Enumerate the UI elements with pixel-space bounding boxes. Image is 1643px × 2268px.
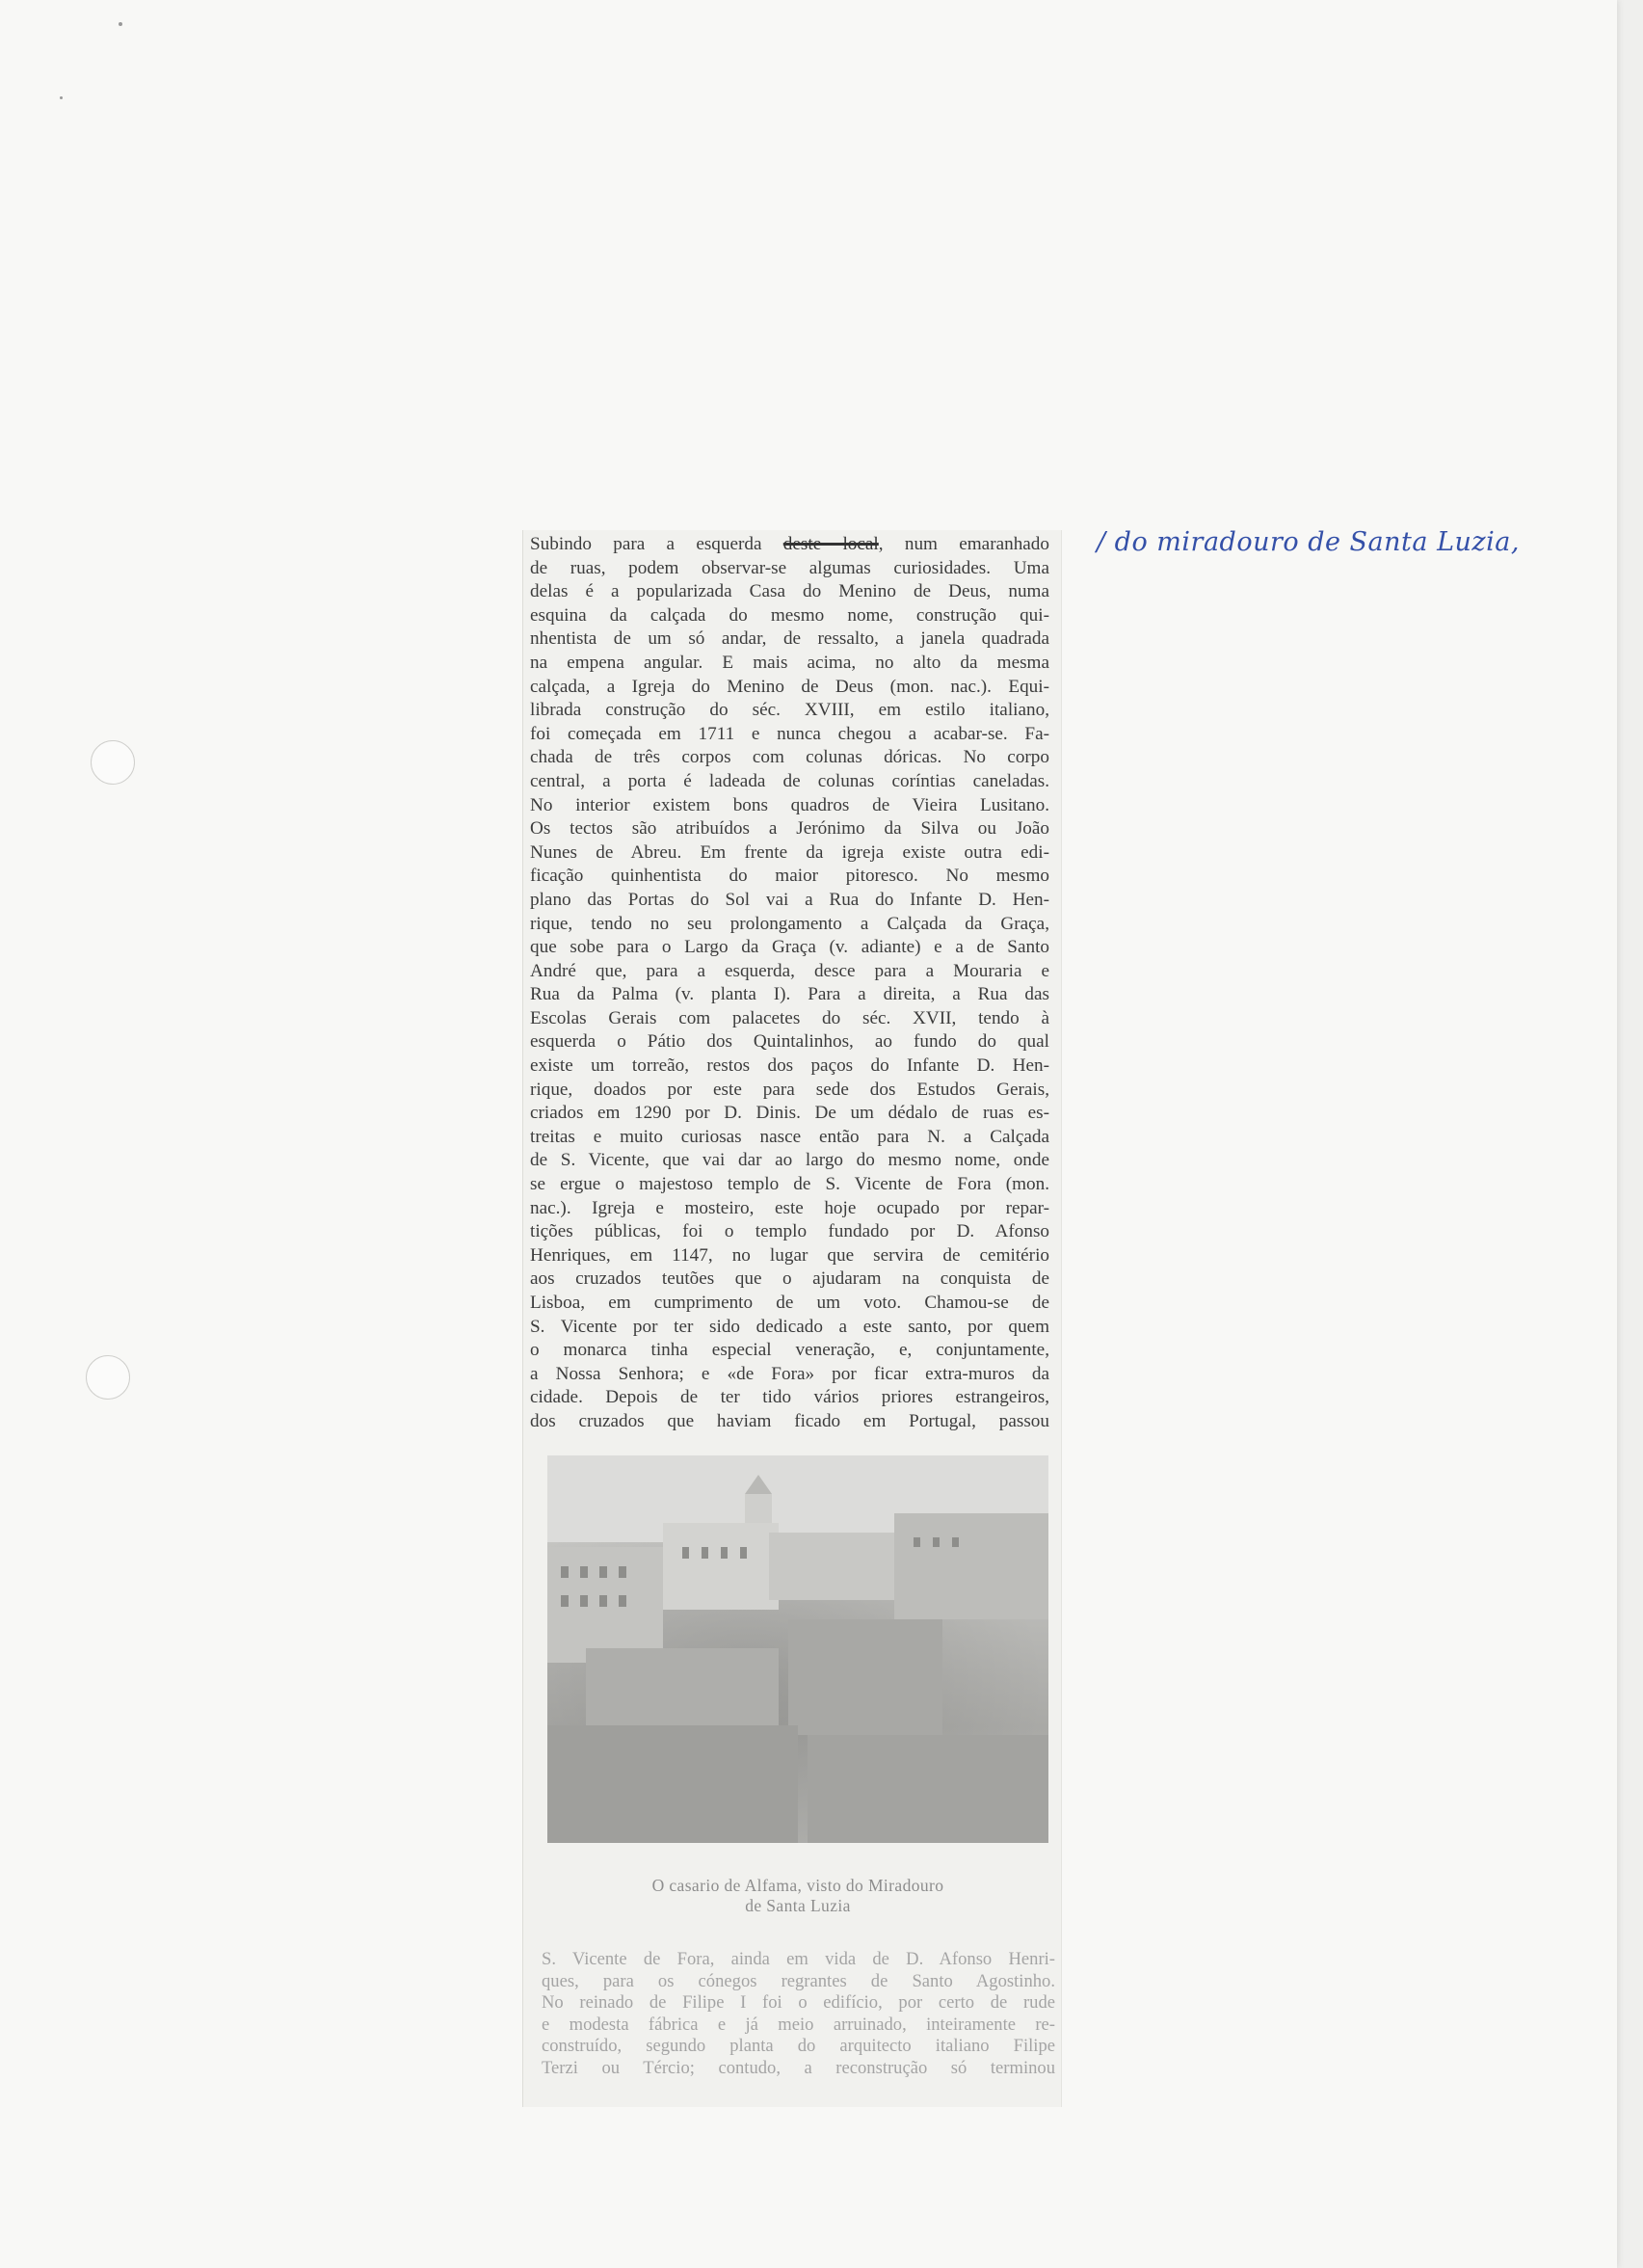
photo-alfama [547,1455,1048,1843]
article-line: S. Vicente por ter sido dedicado a este santo, por quem [530,1316,1049,1337]
article-text-continued [542,1949,1055,2080]
article-line: e modesta fábrica e já meio arruinado, inteiramente re- [542,2014,1055,2035]
article-line: aos cruzados teutões que o ajudaram na conquista de [530,1268,1049,1290]
article-line: No interior existem bons quadros de Vieira Lusitano. [530,794,1049,815]
article-line: delas é a popularizada Casa do Menino de Deus, numa [530,581,1049,602]
article-line: ques, para os cónegos regrantes de Santo Agostinho. [542,1970,1055,1991]
article-line: criados em 1290 por D. Dinis. De um dédalo de ruas es- [530,1103,1049,1124]
article-line: existe um torreão, restos dos paços do Infante D. Hen- [530,1055,1049,1077]
article-line: No reinado de Filipe I foi o edifício, por certo de rude [542,1992,1055,2014]
article-line: foi começada em 1711 e nunca chegou a acabar-se. Fa- [530,723,1049,744]
article-line: André que, para a esquerda, desce para a Mouraria e [530,960,1049,981]
article-line: o monarca tinha especial veneração, e, conjuntamente, [530,1340,1049,1361]
article-line: Lisboa, em cumprimento de um voto. Chamou-se de [530,1293,1049,1313]
caption-line: de Santa Luzia [745,1896,851,1915]
article-line: a Nossa Senhora; e «de Fora» por ficar extra-muros da [530,1363,1049,1384]
article-line: nac.). Igreja e mosteiro, este hoje ocupado por repar- [530,1197,1049,1218]
article-line: plano das Portas do Sol vai a Rua do Infante D. Hen- [530,889,1049,910]
article-line: na empena angular. E mais acima, no alto da mesma [530,652,1049,673]
article-line: calçada, a Igreja do Menino de Deus (mon. nac.). Equi- [530,676,1049,697]
article-line: librada construção do séc. XVIII, em estilo italiano, [530,700,1049,721]
article-line: Nunes de Abreu. Em frente da igreja existe outra edi- [530,841,1049,863]
article-line: esquina da calçada do mesmo nome, construção qui- [530,604,1049,626]
article-text [530,533,1049,1434]
paper-speck [60,96,63,99]
article-line: Henriques, em 1147, no lugar que servira de cemitério [530,1244,1049,1266]
article-line: esquerda o Pátio dos Quintalinhos, ao fundo do qual [530,1031,1049,1053]
paper-speck [119,22,122,26]
article-line: de S. Vicente, que vai dar ao largo do mesmo nome, onde [530,1150,1049,1171]
article-line: Os tectos são atribuídos a Jerónimo da Silva ou João [530,818,1049,840]
article-line: S. Vicente de Fora, ainda em vida de D. Afonso Henri- [542,1949,1055,1969]
struck-out-text: deste local [782,534,879,554]
article-line: tições públicas, foi o templo fundado por D. Afonso [530,1221,1049,1242]
punch-hole-bottom [86,1355,130,1400]
article-line: Terzi ou Tércio; contudo, a reconstrução só terminou [542,2057,1055,2078]
article-line: rique, doados por este para sede dos Estudos Gerais, [530,1079,1049,1100]
article-line: construído, segundo planta do arquitecto italiano Filipe [542,2036,1055,2057]
article-line: que sobe para o Largo da Graça (v. adiante) e a de Santo [530,937,1049,958]
article-line: de ruas, podem observar-se algumas curiosidades. Uma [530,557,1049,578]
article-line: cidade. Depois de ter tido vários priores estrangeiros, [530,1387,1049,1408]
article-line: nhentista de um só andar, de ressalto, a janela quadrada [530,628,1049,650]
article-line: rique, tendo no seu prolongamento a Calçada da Graça, [530,913,1049,934]
article-line: ficação quinhentista do maior pitoresco. No mesmo [530,866,1049,887]
article-line: treitas e muito curiosas nasce então para N. a Calçada [530,1126,1049,1147]
article-line: Subindo para a esquerda deste local, num emaranhado [530,534,1049,554]
handwritten-note: / do miradouro de Santa Luzia, [1097,527,1520,557]
article-line: central, a porta é ladeada de colunas coríntias caneladas. [530,770,1049,791]
photo-caption [547,1876,1048,1916]
caption-line: O casario de Alfama, visto do Miradouro [651,1876,944,1895]
punch-hole-top [91,740,135,785]
article-line: dos cruzados que haviam ficado em Portugal, passou [530,1410,1049,1431]
article-line: Escolas Gerais com palacetes do séc. XVII, tendo à [530,1007,1049,1028]
photo-illustration [547,1455,1048,1843]
article-line: se ergue o majestoso templo de S. Vicente de Fora (mon. [530,1174,1049,1195]
article-line: Rua da Palma (v. planta I). Para a direita, a Rua das [530,984,1049,1005]
article-line: chada de três corpos com colunas dóricas. No corpo [530,747,1049,768]
